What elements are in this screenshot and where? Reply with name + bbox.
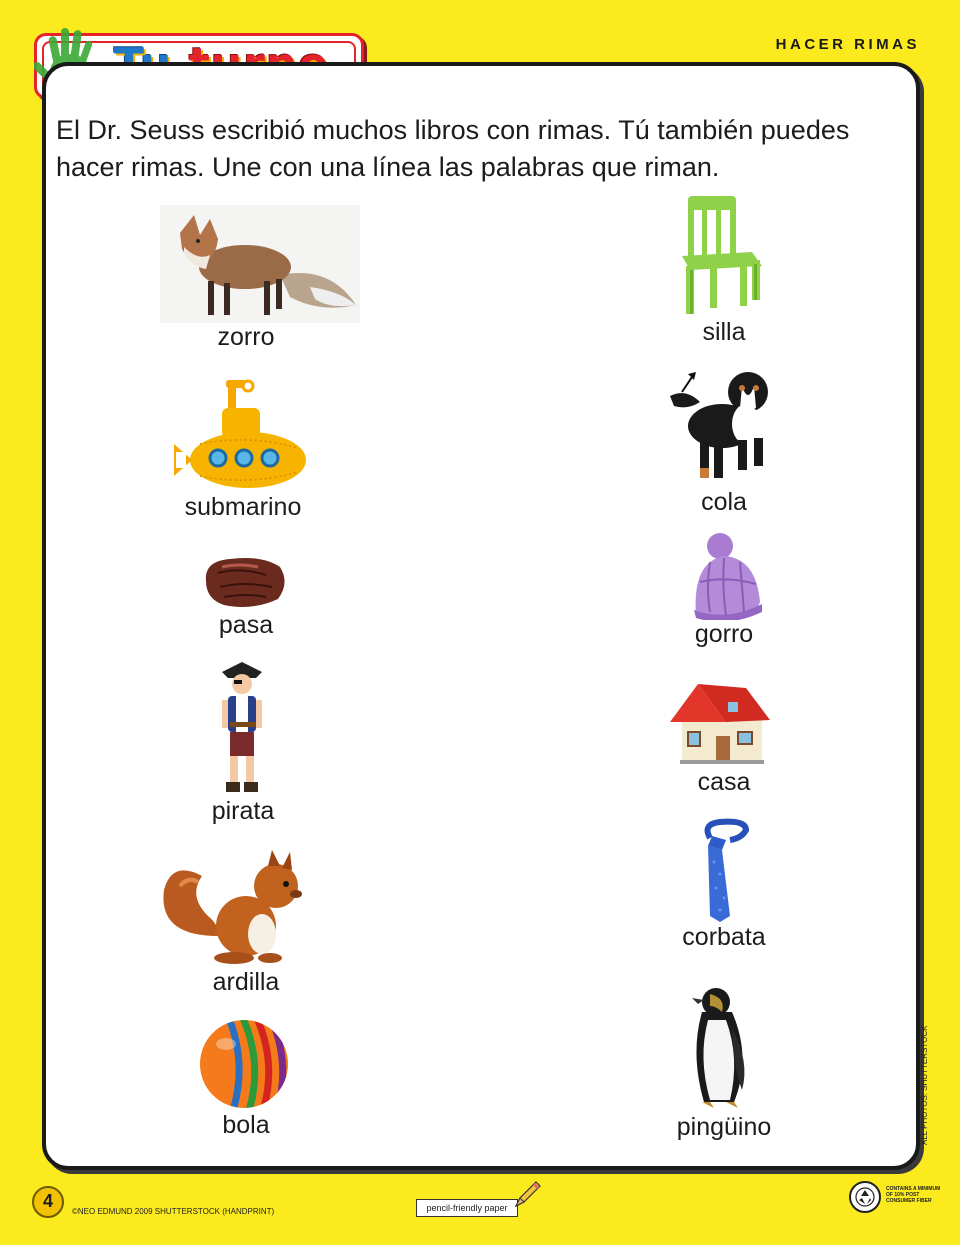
ball-image: [198, 1018, 290, 1110]
copyright-text: ©NEO EDMUND 2009 SHUTTERSTOCK (HANDPRINT): [72, 1207, 275, 1216]
word-submarino: submarino: [184, 493, 302, 521]
word-ardilla: ardilla: [212, 968, 280, 996]
fox-image: [160, 205, 360, 323]
word-cola: cola: [701, 488, 747, 516]
squirrel-image: [158, 846, 313, 964]
page-number: 4: [32, 1186, 64, 1218]
word-bola: bola: [222, 1111, 270, 1139]
word-gorro: gorro: [694, 620, 754, 648]
word-pinguino: pingüino: [676, 1113, 772, 1141]
pirate-image: [212, 660, 270, 798]
word-silla: silla: [702, 318, 746, 346]
word-casa: casa: [697, 768, 751, 796]
dog-tail-image: [666, 366, 780, 488]
word-pasa: pasa: [218, 611, 274, 639]
word-pirata: pirata: [211, 797, 275, 825]
pencil-icon: [512, 1180, 542, 1210]
knit-hat-image: [690, 532, 764, 620]
instructions-text: El Dr. Seuss escribió muchos libros con rimas. Tú también puedes hacer rimas. Une con una línea las palabras que riman.: [56, 115, 850, 182]
pencil-friendly-paper-label: pencil-friendly paper: [416, 1199, 518, 1217]
raisin-image: [200, 553, 288, 611]
chair-image: [680, 196, 764, 316]
recycle-icon: [848, 1180, 882, 1214]
penguin-image: [686, 984, 756, 1114]
word-corbata: corbata: [682, 923, 766, 951]
section-label: HACER RIMAS: [775, 36, 920, 53]
submarine-image: [170, 378, 310, 493]
house-image: [668, 680, 772, 764]
tie-image: [696, 818, 754, 924]
photo-credit: ALL PHOTOS: SHUTTERSTOCK: [920, 1025, 929, 1145]
word-zorro: zorro: [217, 323, 275, 351]
recycle-text: CONTAINS A MINIMUM OF 10% POST CONSUMER FIBER: [886, 1186, 941, 1204]
